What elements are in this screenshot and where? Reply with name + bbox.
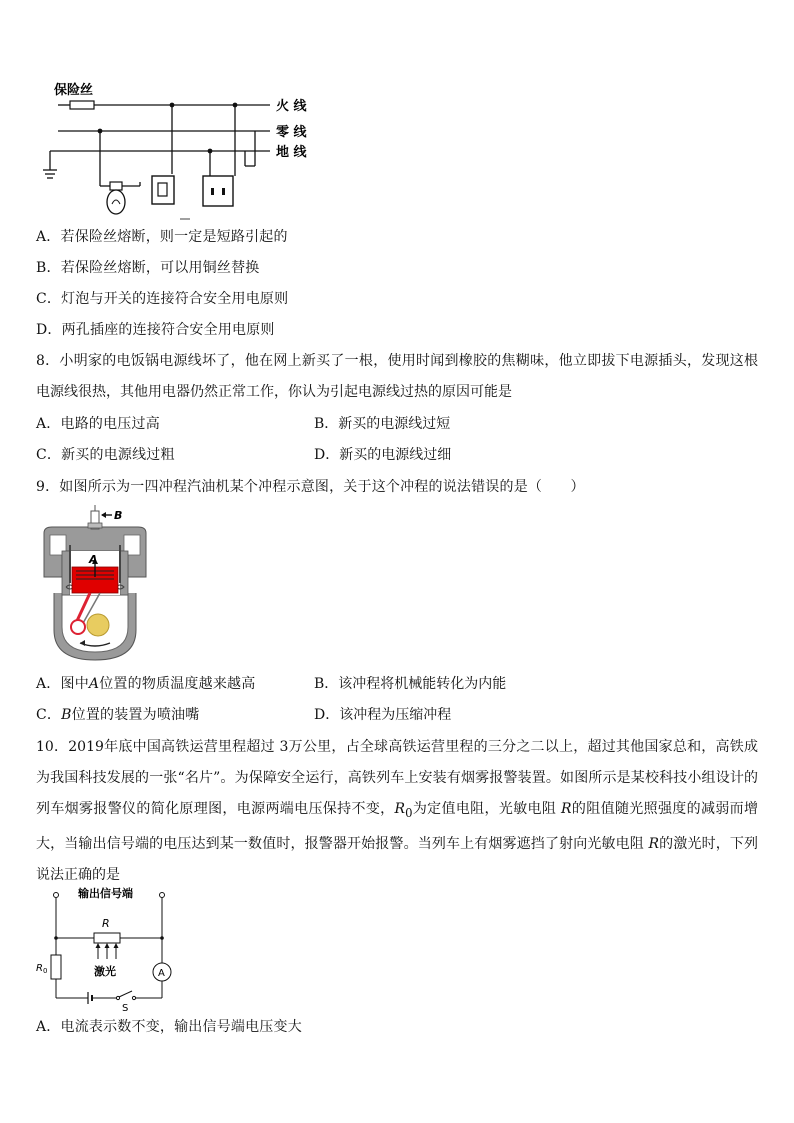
laser-arrows [96,943,119,959]
live-label: 火 线 [276,99,307,114]
switch-label: S [122,1003,129,1014]
fig-r0-symbol: R [36,963,43,974]
wiring-diagram [40,78,320,228]
q8-stem: 8．小明家的电饭锅电源线坏了，他在网上新买了一根，使用时闻到橡胶的焦糊味，他立即拔下电源插头，发现这根电源线很热，其他用电器仍然正常工作，你认为引起电源线过热的原因可能是 [36,353,758,400]
q7-option-c: C．灯泡与开关的连接符合安全用电原则 [36,291,289,307]
smoke-alarm-circuit [36,883,196,1015]
q10-r0-subscript: 0 [405,805,413,820]
q9-option-c-suffix: 位置的装置为喷油嘴 [71,707,200,723]
light-bulb-icon [107,182,125,214]
fuse-label: 保险丝 [54,83,94,98]
q8-option-c: C．新买的电源线过粗 [36,447,175,463]
engine-label-b: B [114,509,123,522]
q10-stem-part1: 10．2019年底中国高铁运营里程超过 3万公里，占全球高铁运营里程的三分之二以上，超过其他国家总和，高铁成为我国科技发展的一张“名片”。为保障安全运行，高铁列车上安装有烟雾报警装置。如图所示是某校科技小组设计的列车烟雾报警仪的简化原理图，电源两端电压保持不变， [36,739,758,817]
engine-diagram [40,505,150,665]
q9-option-b: B．该冲程将机械能转化为内能 [314,676,507,692]
q10-r-symbol: R [561,801,572,817]
two-pin-socket-icon [203,176,233,206]
fuse [70,101,94,109]
q10-stem-part3: 的阻值随光照强度的减弱而增大，当输出信号端的电压达到某一数值时，报警器开始报警。当列车上有烟雾遮挡了射向光敏电阻 [36,801,759,852]
q8-option-a: A．电路的电压过高 [36,416,160,432]
q8-option-b: B．新买的电源线过短 [314,416,451,432]
q10-r-symbol-2: R [648,835,660,852]
q10-stem-part4: 的激光时，下列说法正确的是 [36,835,759,883]
fig-r0-subscript: 0 [42,967,48,975]
fixed-resistor-r0 [51,955,61,979]
q7-option-d: D．两孔插座的连接符合安全用电原则 [36,322,275,338]
q9-option-a [36,674,255,694]
q9-stem: 9．如图所示为一四冲程汽油机某个冲程示意图，关于这个冲程的说法错误的是（ ） [36,479,585,495]
q7-option-b: B．若保险丝熔断，可以用铜丝替换 [36,260,260,276]
engine-label-a: A [89,553,98,566]
ground-label: 地 线 [276,145,307,160]
output-terminal-label: 输出信号端 [78,887,133,900]
q8-option-d: D．新买的电源线过细 [314,447,452,463]
photoresistor-r [94,933,120,943]
q9-option-a-prefix: A．图中 [36,676,89,692]
ammeter-label: A [158,968,165,979]
q10-stem-part2: 为定值电阻，光敏电阻 [412,801,562,817]
switch-s-icon [116,991,135,1000]
q9-option-a-suffix: 位置的物质温度越来越高 [99,676,256,692]
fig-r-label: R [102,917,110,930]
q10-option-a: A．电流表示数不变，输出信号端电压变大 [36,1019,302,1035]
q9-option-c [36,705,199,725]
q9-option-a-var: A [88,676,100,692]
neutral-label: 零 线 [276,125,307,140]
switch-icon [152,176,174,204]
q9-option-d: D．该冲程为压缩冲程 [314,707,452,723]
battery-icon [88,992,92,1004]
q10-r0-symbol: R [394,801,406,817]
q9-option-c-prefix: C． [36,707,62,723]
fig-r0-label [36,963,47,975]
laser-label: 激光 [94,965,116,978]
q7-option-a: A．若保险丝熔断，则一定是短路引起的 [36,229,288,245]
q9-option-c-var: B [61,707,72,723]
q10-stem [36,732,758,891]
